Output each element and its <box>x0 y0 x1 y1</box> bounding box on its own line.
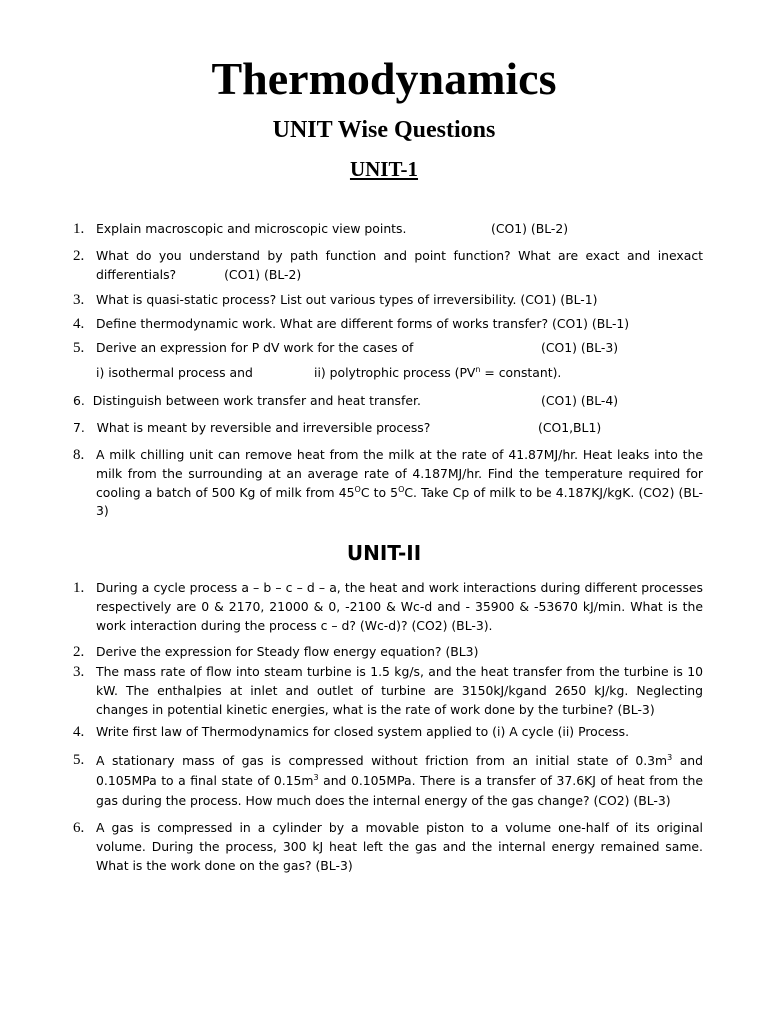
u2-q6-text: A gas is compressed in a cylinder by a movable piston to a volume one-half of its original volume. During the process, 300 kJ heat left the gas and the internal energy remained same. What is the work done on the gas? (BL-3) <box>96 820 703 873</box>
u1-q6-text <box>73 392 703 411</box>
question-text: What is meant by reversible and irreversible process? <box>96 420 431 435</box>
question-text: Derive an expression for P dV work for the cases of <box>96 340 414 355</box>
question-text: Explain macroscopic and microscopic view points. <box>96 221 407 236</box>
subpart-i: i) isothermal process and <box>96 365 253 380</box>
u1-q3-number: 3. <box>73 292 85 308</box>
u1-q5-subparts <box>96 364 703 383</box>
u2-q1-number: 1. <box>73 580 85 596</box>
u1-q1-text <box>96 220 703 239</box>
question-tag: (CO1) (BL-4) <box>541 393 619 408</box>
u2-q6-number: 6. <box>73 820 85 836</box>
question-tag: (CO1) (BL-3) <box>541 340 619 355</box>
question-number: 6. <box>73 393 85 408</box>
u1-q4-text: Define thermodynamic work. What are different forms of works transfer? (CO1) (BL-1) <box>96 316 630 331</box>
u2-q2-number: 2. <box>73 644 85 660</box>
u1-q4-number: 4. <box>73 316 85 332</box>
u2-q3-number: 3. <box>73 664 85 680</box>
u1-q2-text <box>96 247 703 285</box>
unit1-heading: UNIT-1 <box>349 157 419 181</box>
subpart-ii: ii) polytrophic process ($PV^n$ = constant). <box>314 364 562 380</box>
u2-q4-text: Write first law of Thermodynamics for closed system applied to (i) A cycle (ii) Process. <box>96 724 630 739</box>
u2-q2-text: Derive the expression for Steady flow energy equation? (BL3) <box>96 644 479 659</box>
u2-q5-text: A stationary mass of gas is compressed without friction from an initial state of $0.3m^3$ and 0.105MPa to a final state of $0.15m^3$ and 0.105MPa. There is a transfer of 37.6KJ of heat from the gas during the process. How much does the internal energy of the gas change? (CO2) (BL-3) <box>96 752 704 808</box>
u1-q8-number: 8. <box>73 447 85 463</box>
u1-q2-number: 2. <box>73 248 85 264</box>
u1-q1-number: 1. <box>73 221 85 237</box>
question-tag: (CO1) (BL-2) <box>224 266 302 282</box>
u1-q7-text <box>73 419 703 438</box>
unit2-heading: UNIT-II <box>346 541 422 565</box>
u1-q3-text: What is quasi-static process? List out various types of irreversibility. (CO1) (BL-1) <box>96 292 598 307</box>
u2-q1-text: During a cycle process a – b – c – d – a, the heat and work interactions during different processes respectively are 0 & 2170, 21000 & 0, -2100 & Wc-d and - 35900 & -53670 kJ/min. What is the work interaction during the process c – d? (Wc-d)? (CO2) (BL-3). <box>96 580 703 633</box>
u1-q5-number: 5. <box>73 340 85 356</box>
question-tag: (CO1) (BL-2) <box>491 221 569 236</box>
document-subtitle: UNIT Wise Questions <box>272 117 496 143</box>
question-text: What do you understand by path function and point function? What are exact and inexact differentials? <box>96 248 703 282</box>
u1-q5-text <box>96 339 703 358</box>
question-text: Distinguish between work transfer and heat transfer. <box>92 393 421 408</box>
question-tag: (CO1,BL1) <box>538 420 602 435</box>
u2-q3-text: The mass rate of flow into steam turbine is 1.5 kg/s, and the heat transfer from the turbine is 10 kW. The enthalpies at inlet and outlet of turbine are 3150kJ/kgand 2650 kJ/kg. Neglecting changes in potential kinetic energies, what is the rate of work done by the turbine? (BL-3) <box>96 664 703 717</box>
question-number: 7. <box>73 420 85 435</box>
document-title: Thermodynamics <box>211 53 557 104</box>
u1-q8-text: A milk chilling unit can remove heat from the milk at the rate of 41.87MJ/hr. Heat leaks into the milk from the surrounding at an average rate of 4.187MJ/hr. Find the temperature required for cooling a batch of 500 Kg of milk from $45^OC$ to $5^OC$. Take Cp of milk to be 4.187KJ/kgK. (CO2) (BL-3) <box>96 447 704 519</box>
u2-q5-number: 5. <box>73 752 85 768</box>
u2-q4-number: 4. <box>73 724 85 740</box>
